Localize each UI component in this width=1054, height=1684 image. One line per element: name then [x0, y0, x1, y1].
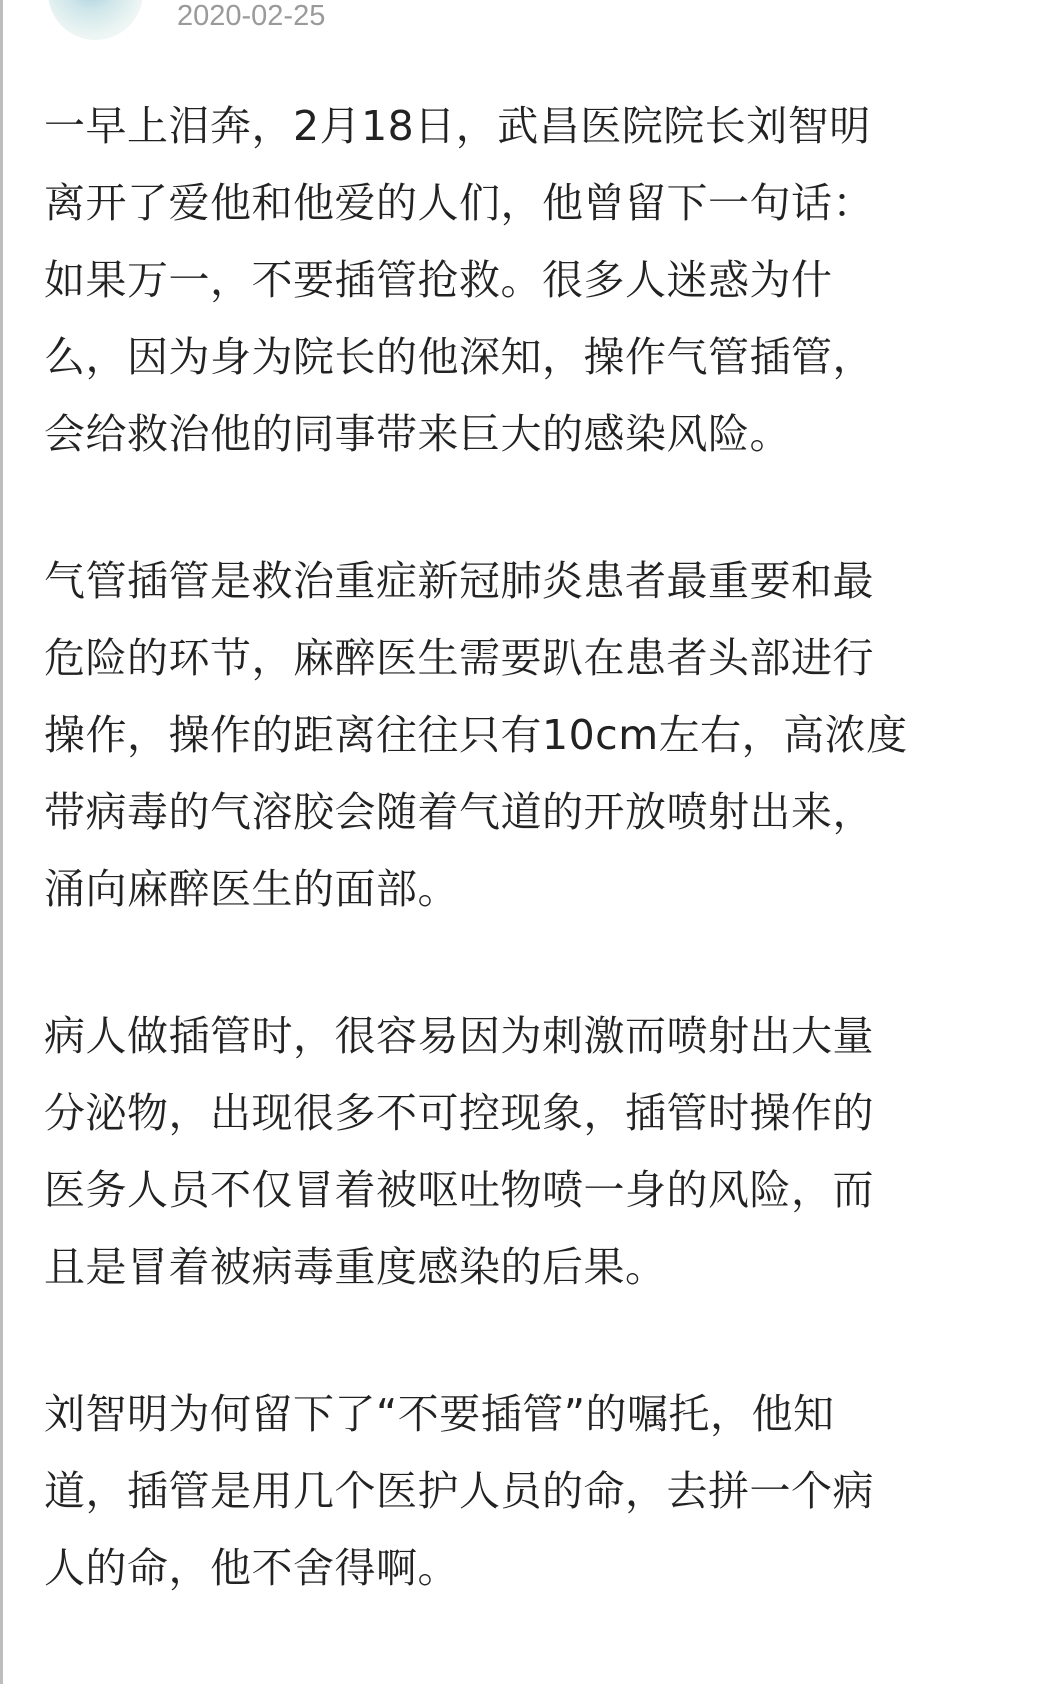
author-avatar[interactable] — [48, 0, 143, 40]
text-line: 分泌物，出现很多不可控现象，插管时操作的 — [44, 1089, 874, 1137]
text-line: 一早上泪奔，2月18日，武昌医院院长刘智明 — [44, 102, 871, 150]
text-line: 且是冒着被病毒重度感染的后果。 — [44, 1243, 667, 1291]
text-line: 么，因为身为院长的他深知，操作气管插管， — [44, 333, 874, 381]
paragraph — [44, 998, 908, 1306]
text-line: 病人做插管时，很容易因为刺激而喷射出大量 — [44, 1012, 874, 1060]
text-line: 危险的环节，麻醉医生需要趴在患者头部进行 — [44, 634, 874, 682]
text-line: 刘智明为何留下了“不要插管”的嘱托，他知 — [44, 1390, 835, 1438]
paragraph — [44, 543, 908, 928]
text-line: 气管插管是救治重症新冠肺炎患者最重要和最 — [44, 557, 874, 605]
text-line: 操作，操作的距离往往只有10cm左右，高浓度 — [44, 711, 908, 759]
text-line: 带病毒的气溶胶会随着气道的开放喷射出来， — [44, 788, 874, 836]
text-line: 会给救治他的同事带来巨大的感染风险。 — [44, 410, 791, 458]
text-line: 离开了爱他和他爱的人们，他曾留下一句话： — [44, 179, 874, 227]
text-line: 人的命，他不舍得啊。 — [44, 1544, 459, 1592]
text-line: 涌向麻醉医生的面部。 — [44, 865, 459, 913]
text-line: 医务人员不仅冒着被呕吐物喷一身的风险，而 — [44, 1166, 874, 1214]
text-line: 如果万一，不要插管抢救。很多人迷惑为什 — [44, 256, 833, 304]
paragraph — [44, 88, 908, 473]
paragraph — [44, 1376, 908, 1607]
post-body — [44, 88, 908, 1677]
text-line: 道，插管是用几个医护人员的命，去拼一个病 — [44, 1467, 874, 1515]
left-edge-divider — [0, 0, 3, 1684]
post-date: 2020-02-25 — [177, 0, 326, 32]
